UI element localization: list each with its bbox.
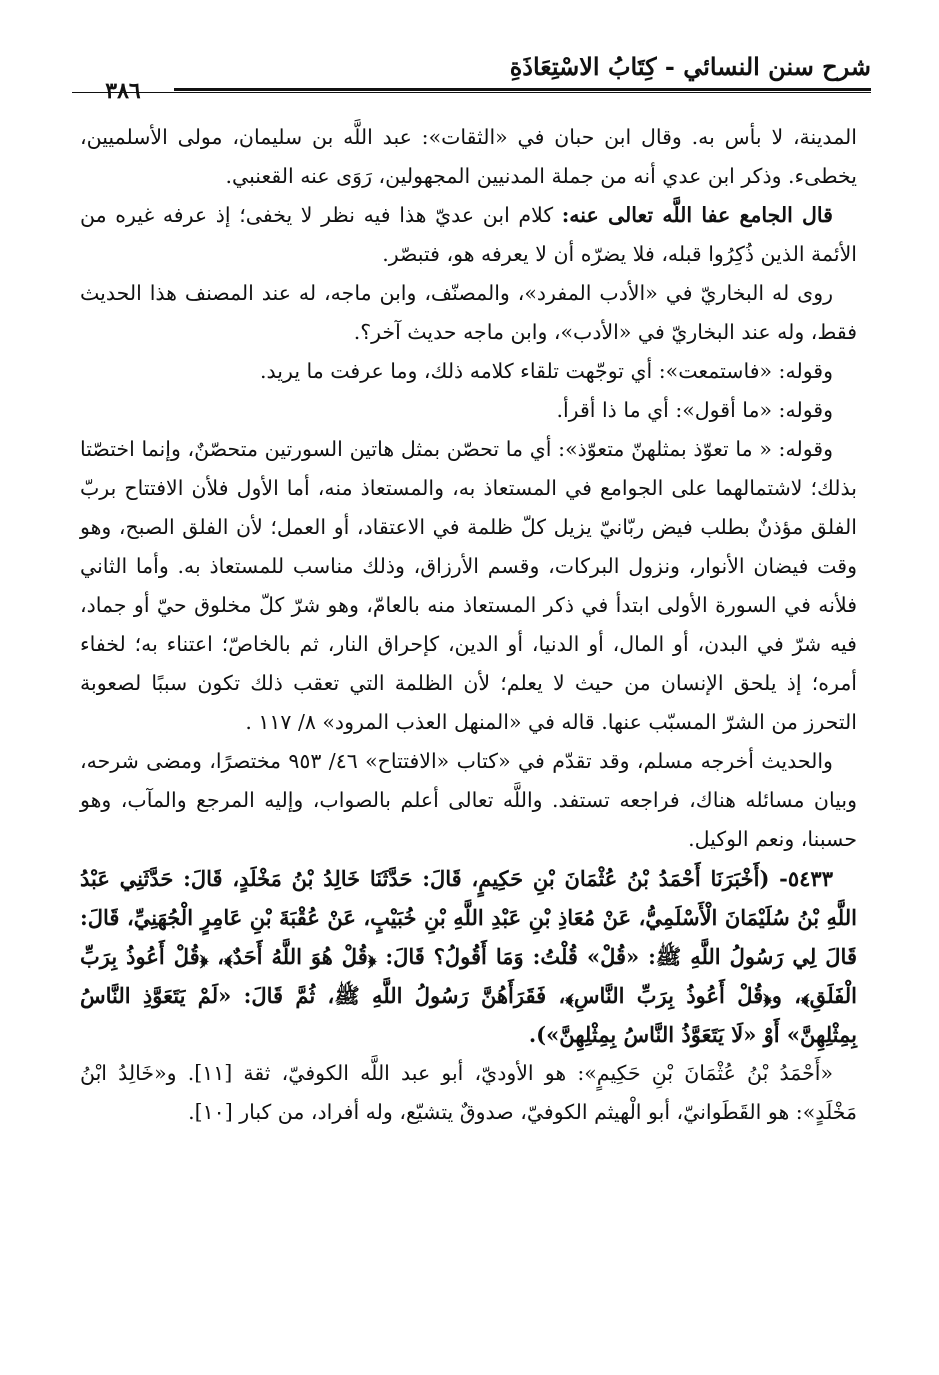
paragraph-7: والحديث أخرجه مسلم، وقد تقدّم في «كتاب «الافتتاح» ٤٦/ ٩٥٣ مختصرًا، ومضى شرحه، وبيان مسائله هناك، فراجعه تستفد. واللَّه تعالى أعلم بالصواب، وإليه المرجع والمآب، وهو حسبنا، ونعم الوكيل. [80, 749, 857, 851]
paragraph-3: روى له البخاريّ في «الأدب المفرد»، والمصنّف، وابن ماجه، له عند المصنف هذا الحديث فقط، وله عند البخاريّ في «الأدب»، وابن ماجه حديث آخر؟. [80, 281, 857, 344]
paragraph-4: وقوله: «فاستمعت»: أي توجّهت تلقاء كلامه ذلك، وما عرفت ما يريد. [260, 359, 833, 383]
compiler-note-label: قال الجامع عفا اللَّه تعالى عنه: [561, 203, 833, 227]
page-number: ٣٨٦ [72, 78, 174, 104]
header-rule-thick [72, 88, 871, 91]
paragraph-6: وقوله: « ما تعوّذ بمثلهنّ متعوّذ»: أي ما تحصّن بمثل هاتين السورتين متحصّنٌ، وإنما اختصّتا بذلك؛ لاشتمالهما على الجوامع في المستعاذ به، والمستعاذ منه، أما الأول فلأن الافتتاح بربّ الفلق مؤذنٌ بطلب فيض ربّانيّ يزيل كلّ ظلمة في الاعتقاد، أو العمل؛ لأن الفلق الصبح، وهو وقت فيضان الأنوار، ونزول البركات، وقسم الأرزاق، وذلك مناسب للمستعاذ به. وأما الثاني فلأنه في السورة الأولى ابتدأ في ذكر المستعاذ منه بالعامّ، وهو شرّ كلّ مخلوق حيّ أو جماد، فيه شرّ في البدن، أو المال، أو الدنيا، أو الدين، كإحراق النار، ثم بالخاصّ؛ اعتناء به؛ لخفاء أمره؛ إذ يلحق الإنسان من حيث لا يعلم؛ لأن الظلمة التي تعقب ذلك تكون سببًا لصعوبة التحرز من الشرّ المسبّب عنها. قاله في «المنهل العذب المرود» ٨/ ١١٧ . [80, 437, 857, 734]
paragraph-5: وقوله: «ما أقول»: أي ما ذا أقرأ. [556, 398, 833, 422]
paragraph-2: قال الجامع عفا اللَّه تعالى عنه: كلام ابن عديّ هذا فيه نظر لا يخفى؛ إذ عرفه غيره من الأئمة الذين ذُكِرُوا قبله، فلا يضرّه أن لا يعرفه هو، فتبصّر. [80, 203, 857, 266]
paragraph-1: المدينة، لا بأس به. وقال ابن حبان في «الثقات»: عبد اللَّه بن سليمان، مولى الأسلميين، يخطىء. وذكر ابن عدي أنه من جملة المدنيين المجهولين، رَوَى عنه القعنبي. [80, 125, 857, 188]
hadith-text: ٥٤٣٣- (أَخْبَرَنَا أَحْمَدُ بْنُ عُثْمَانَ بْنِ حَكِيمٍ، قَالَ: حَدَّثَنَا خَالِدُ بْنُ مَخْلَدٍ، قَالَ: حَدَّثَنِي عَبْدُ اللَّهِ بْنُ سُلَيْمَانَ الْأَسْلَمِيُّ، عَنْ مُعَاذِ بْنِ عَبْدِ اللَّهِ بْنِ خُبَيْبٍ، عَنْ عُقْبَةَ بْنِ عَامِرٍ الْجُهَنِيِّ، قَالَ: قَالَ لِي رَسُولُ اللَّهِ ﷺ: «قُلْ» قُلْتُ: وَمَا أَقُولُ؟ قَالَ: ﴿قُلْ هُوَ اللَّهُ أَحَدٌ﴾، ﴿قُلْ أَعُوذُ بِرَبِّ الْفَلَقِ﴾، و﴿قُلْ أَعُوذُ بِرَبِّ النَّاسِ﴾، فَقَرَأَهُنَّ رَسُولُ اللَّهِ ﷺ، ثُمَّ قَالَ: «لَمْ يَتَعَوَّذِ النَّاسُ بِمِثْلِهِنَّ» أَوْ «لَا يَتَعَوَّذُ النَّاسُ بِمِثْلِهِنَّ»). [80, 866, 857, 1047]
narrator-notes: «أَحْمَدُ بْنُ عُثْمَانَ بْنِ حَكِيمٍ»: هو الأوديّ، أبو عبد اللَّه الكوفيّ، ثقة [١١]. و«خَالِدُ ابْنُ مَخْلَدٍ»: هو القَطَوانيّ، أبو الْهيثم الكوفيّ، صدوقٌ يتشيّع، وله أفراد، من كبار [١٠]. [80, 1061, 857, 1124]
page-body [80, 118, 857, 1132]
running-title: شرح سنن النسائي - كِتَابُ الاسْتِعَاذَةِ [509, 52, 871, 81]
running-header [72, 48, 871, 104]
header-rule-thin [72, 92, 871, 93]
